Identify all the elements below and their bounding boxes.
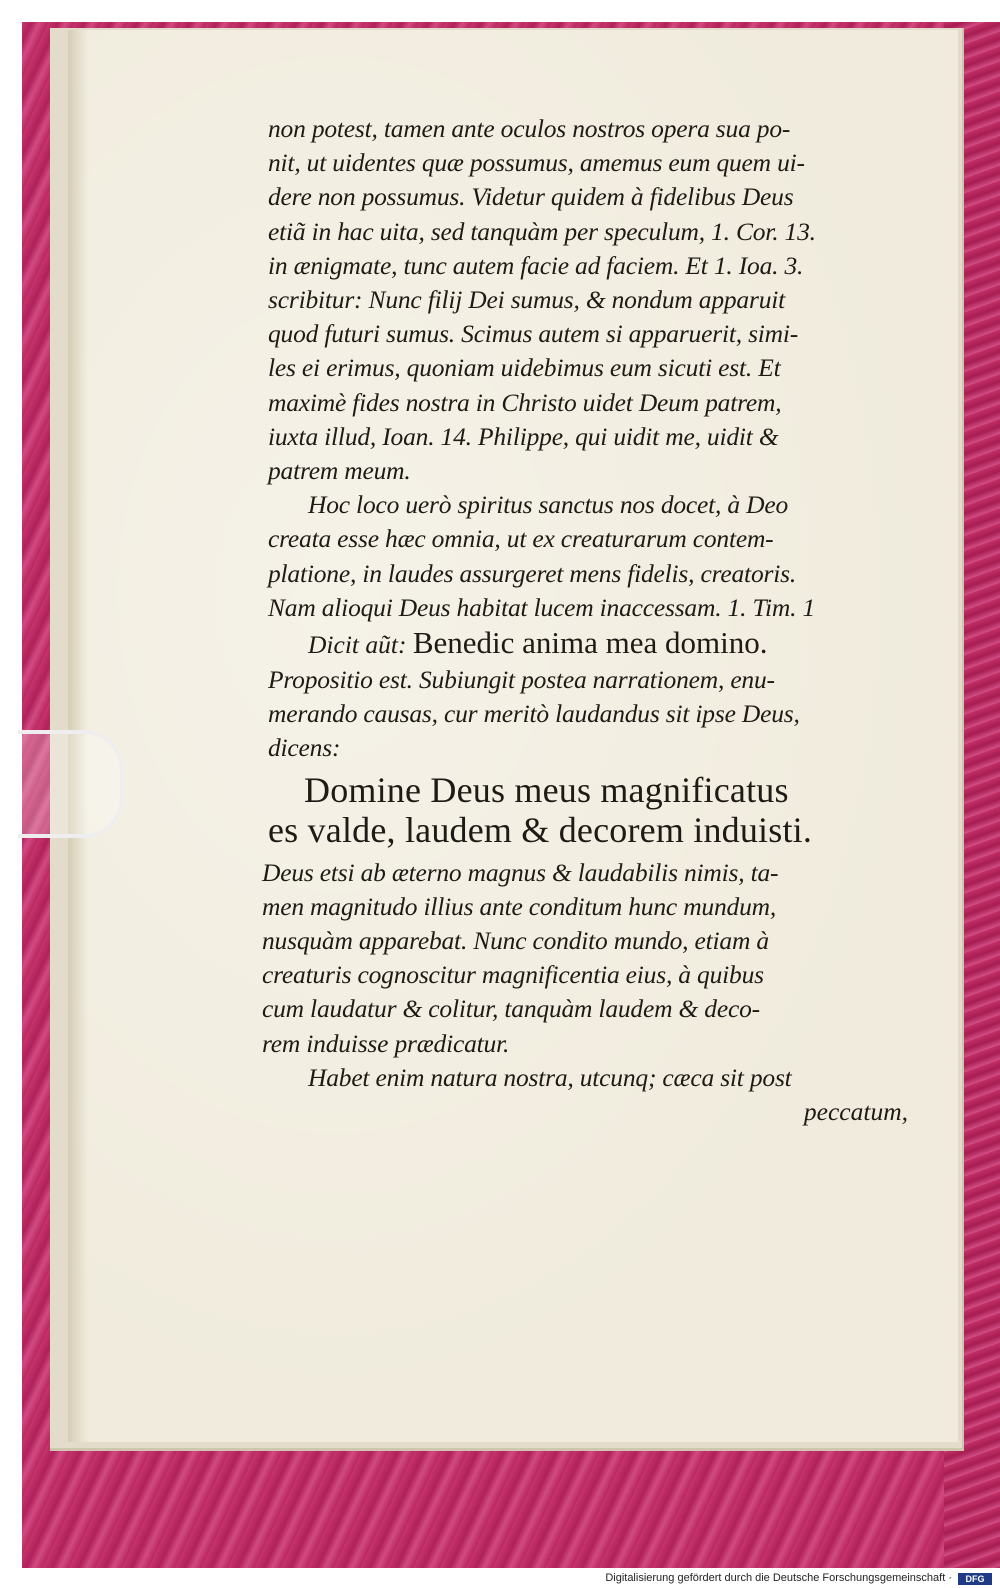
paragraph-propositio: Propositio est. Subiungit postea narrationem, enu- merando causas, cur meritò laudandus sit ipse Deus, dicens: — [268, 665, 800, 763]
dfg-logo: DFG — [958, 1573, 992, 1585]
paragraph-1: non potest, tamen ante oculos nostros opera sua po- nit, ut uidentes quæ possumus, amemus eum quem ui- dere non possumus. Videtur quidem à fidelibus Deus etiã in hac uita, sed tanquàm per speculum, 1. Cor. 13. in ænigmate, tunc autem facie ad faciem. Et 1. Ioa. 3. scribitur: Nunc filij Dei sumus, & nondum apparuit quod futuri sumus. Scimus autem si apparuerit, simi- les ei erimus, quoniam uidebimus eum sicuti est. Et maximè fides nostra in Christo uidet Deum patrem, iuxta illud, Ioan. 14. Philippe, qui uidit me, uidit & patrem meum. — [268, 114, 816, 486]
footer-bar — [0, 1570, 1000, 1588]
paragraph-hoc-loco: Hoc loco uerò spiritus sanctus nos docet, à Deo creata esse hæc omnia, ut ex creaturarum contem- platione, in laudes assurgeret mens fidelis, creatoris. Nam alioqui Deus habitat lucem inaccessam. 1. Tim. 1 — [268, 490, 816, 622]
page-text — [262, 112, 908, 1129]
paragraph-habet: Habet enim natura nostra, utcunq; cæca sit post — [308, 1062, 792, 1092]
footer-credit: Digitalisierung gefördert durch die Deutsche Forschungsgemeinschaft · — [605, 1572, 952, 1584]
lemma-lead: Dicit aũt: — [308, 630, 407, 660]
paragraph-commentary: Deus etsi ab æterno magnus & laudabilis nimis, ta- men magnitudo illius ante conditum hunc mundum, nusquàm apparebat. Nunc condito mundo, etiam à creaturis cognoscitur magnificentia eius, à quibus cum laudatur & colitur, tanquàm laudem & deco- rem induisse prædicatur. — [262, 857, 779, 1058]
catchword: peccatum, — [803, 1097, 908, 1127]
verse-heading: Domine Deus meus magnificatus es valde, laudem & decorem induisti. — [268, 769, 813, 850]
lemma-text: Benedic anima mea domino. — [412, 625, 768, 661]
paper-clip — [18, 730, 124, 838]
lemma-line — [268, 625, 908, 663]
